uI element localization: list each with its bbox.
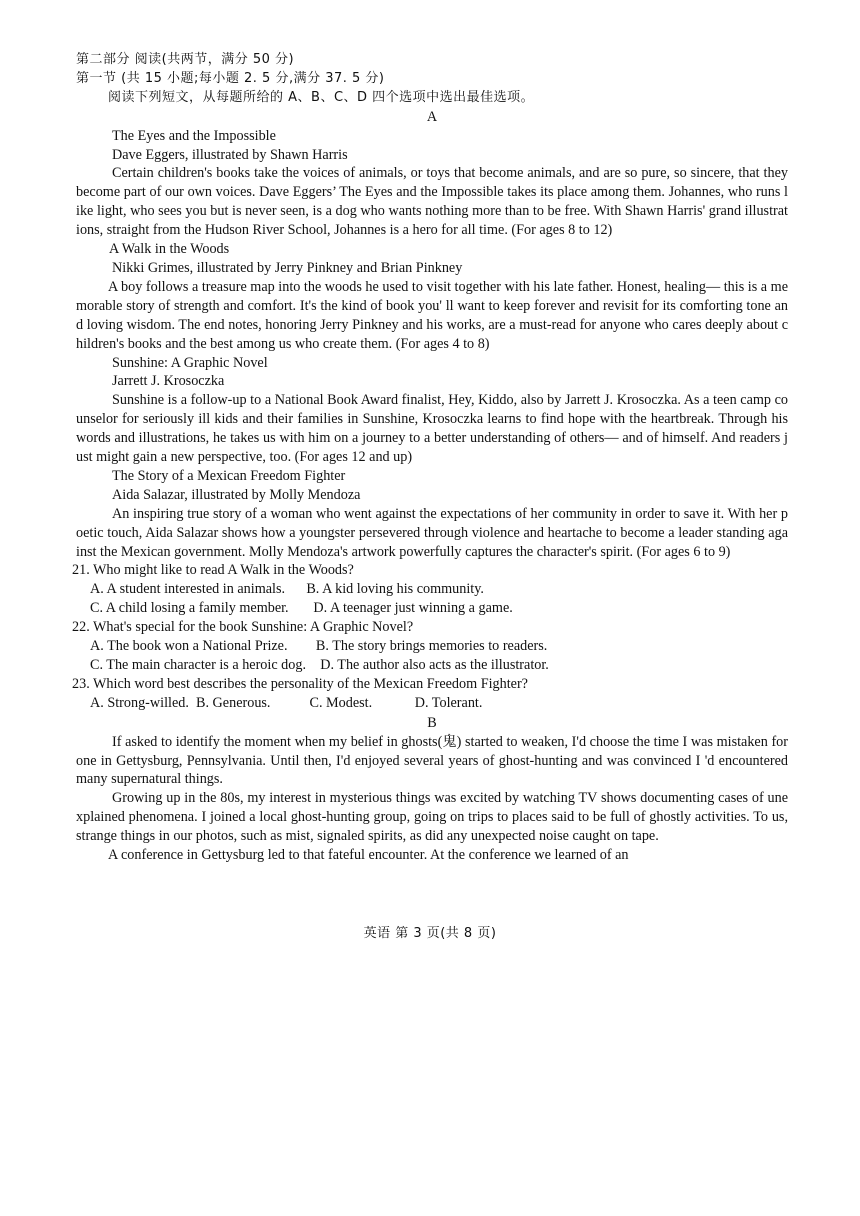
page-content xyxy=(72,51,788,865)
book-1-author: Dave Eggers, illustrated by Shawn Harris xyxy=(112,146,348,163)
book-4-title: The Story of a Mexican Freedom Fighter xyxy=(112,467,346,484)
question-21-stem: 21. Who might like to read A Walk in the Woods? xyxy=(72,562,354,579)
book-4-description: An inspiring true story of a woman who went against the expectations of her community in order to save it. With her poetic touch, Aida Salazar shows how a youngster persevered through violence and heartache to become a leader standing against the Mexican government. Molly Mendoza's artwork powerfully captures the character's spirit. (For ages 6 to 9) xyxy=(76,505,788,560)
passage-b-paragraph-2: Growing up in the 80s, my interest in mysterious things was excited by watching TV shows documenting cases of unexplained phenomena. I joined a local ghost-hunting group, going on trips to places said to be full of ghostly activities. To us, strange things in our photos, such as mist, signaled spirits, as did any unexpected noise caught on tape. xyxy=(76,790,788,845)
passage-b-letter: B xyxy=(427,714,437,731)
book-4-author: Aida Salazar, illustrated by Molly Mendoza xyxy=(112,486,361,503)
book-1-title: The Eyes and the Impossible xyxy=(112,127,276,144)
instruction-text: 阅读下列短文，从每题所给的 A、B、C、D 四个选项中选出最佳选项。 xyxy=(108,89,535,105)
part-heading: 第二部分 阅读(共两节，满分 50 分) xyxy=(76,52,295,67)
passage-b-paragraph-3: A conference in Gettysburg led to that fateful encounter. At the conference we learned of an xyxy=(108,847,629,864)
book-1-description: Certain children's books take the voices of animals, or toys that become animals, and are so pure, so sincere, that they become part of our own voices. Dave Eggers’ The Eyes and the Impossible takes its place among them. Johannes, who runs like light, who sees you but is never seen, is a dog who wants nothing more than to be free. With Shawn Harris' grand illustrations, straight from the Hudson River School, Johannes is a hero for all time. (For ages 8 to 12) xyxy=(76,165,788,239)
question-23-options: A. Strong-willed. B. Generous. C. Modest. D. Tolerant. xyxy=(90,694,483,711)
passage-b-paragraph-1: If asked to identify the moment when my belief in ghosts(鬼) started to weaken, I'd choose the time I was mistaken for one in Gettysburg, Pennsylvania. Until then, I'd enjoyed several years of ghost-hunting and was convinced I 'd encountered many supernatural things. xyxy=(76,733,788,788)
question-22-options-ab: A. The book won a National Prize. B. The story brings memories to readers. xyxy=(90,638,548,655)
book-3-description: Sunshine is a follow-up to a National Book Award finalist, Hey, Kiddo, also by Jarrett J. Krosoczka. As a teen camp counselor for seriously ill kids and their families in Sunshine, Krosoczka learns to find hope with the heartbreak. Through his words and illustrations, he takes us with him on a journey to a better understanding of others— and of himself. And readers just might gain a new perspective, too. (For ages 12 and up) xyxy=(76,392,788,466)
question-21-options-ab: A. A student interested in animals. B. A kid loving his community. xyxy=(90,581,484,598)
section-heading: 第一节 (共 15 小题;每小题 2. 5 分,满分 37. 5 分) xyxy=(76,70,385,86)
book-2-description: A boy follows a treasure map into the woods he used to visit together with his late father. Honest, healing— this is a memorable story of strength and comfort. It's the kind of book you' ll want to keep forever and revisit for its comforting tone and loving wisdom. The end notes, honoring Jerry Pinkney and his works, are a must-read for anyone who cares deeply about children's books and the best among us who create them. (For ages 4 to 8) xyxy=(76,278,788,352)
page-footer: 英语 第 3 页(共 8 页) xyxy=(363,926,497,941)
question-22-options-cd: C. The main character is a heroic dog. D. The author also acts as the illustrator. xyxy=(90,657,549,673)
question-23-stem: 23. Which word best describes the personality of the Mexican Freedom Fighter? xyxy=(72,675,528,692)
book-3-author: Jarrett J. Krosoczka xyxy=(112,373,225,390)
passage-a-letter: A xyxy=(426,108,438,125)
question-21-options-cd: C. A child losing a family member. D. A teenager just winning a game. xyxy=(90,600,513,617)
book-2-title: A Walk in the Woods xyxy=(109,241,230,258)
question-22-stem: 22. What's special for the book Sunshine: A Graphic Novel? xyxy=(72,619,414,636)
book-2-author: Nikki Grimes, illustrated by Jerry Pinkney and Brian Pinkney xyxy=(112,259,463,276)
book-3-title: Sunshine: A Graphic Novel xyxy=(112,354,268,371)
